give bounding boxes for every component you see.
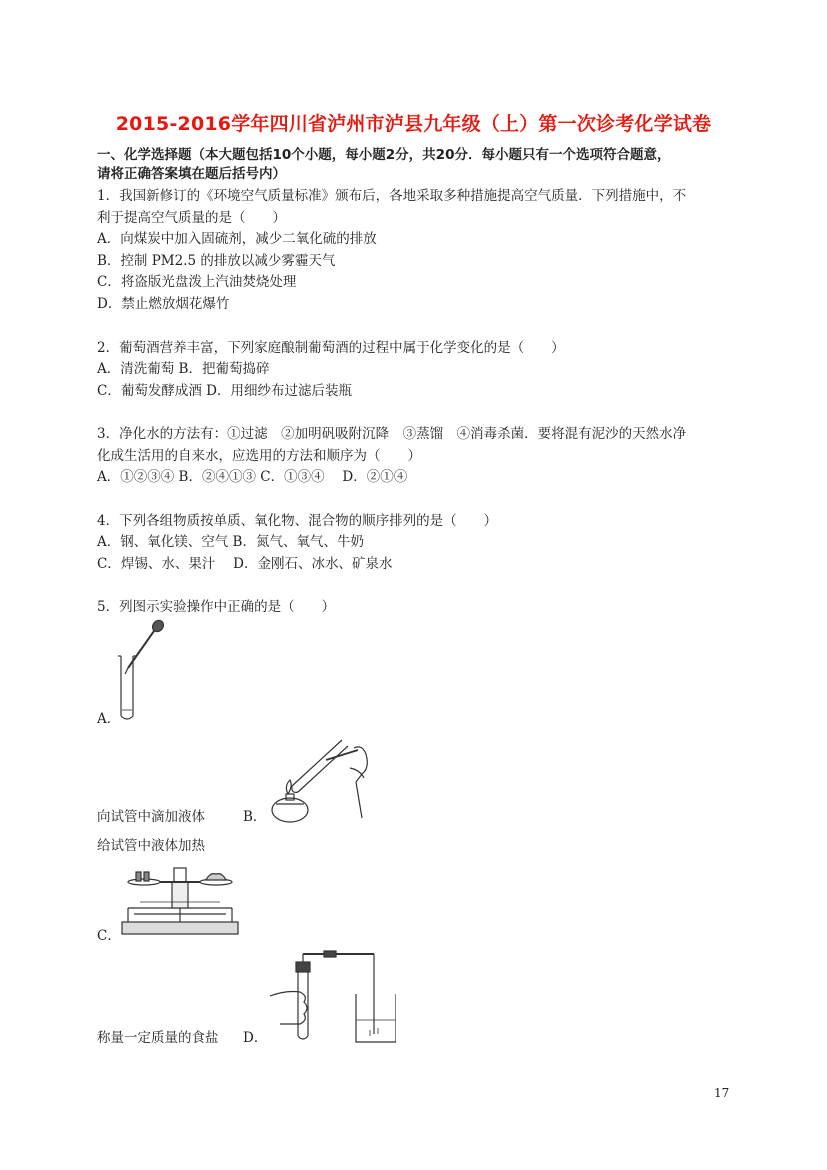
airtightness-check-figure [266,950,396,1046]
balance-scale-figure [120,862,242,938]
page-number: 17 [714,1086,730,1100]
q4-options-ab: A．钢、氧化镁、空气 B．氮气、氧气、牛奶 [97,534,364,550]
q2-options-cd: C．葡萄发酵成酒 D．用细纱布过滤后装瓶 [97,383,352,399]
q5-option-a-caption: 向试管中滴加液体 [97,809,205,825]
q5-option-c-label: C． [97,928,121,944]
q5-stem: 5．列图示实验操作中正确的是（ ） [97,599,336,615]
heating-test-tube-figure [262,738,377,830]
q1-stem-line2: 利于提高空气质量的是（ ） [97,210,286,226]
q4-stem: 4．下列各组物质按单质、氧化物、混合物的顺序排列的是（ ） [97,513,498,529]
q5-option-c-caption: 称量一定质量的食盐 [97,1030,219,1046]
dropper-test-tube-figure [108,618,168,724]
q3-options: A．①②③④ B．②④①③ C．①③④ D．②①④ [97,469,408,485]
q4-options-cd: C．焊锡、水、果汁 D．金刚石、冰水、矿泉水 [97,556,393,572]
section-heading-line2: 请将正确答案填在题后括号内） [97,166,286,182]
q3-stem-line1: 3．净化水的方法有：①过滤 ②加明矾吸附沉降 ③蒸馏 ④消毒杀菌．要将混有泥沙的天然水净 [97,426,687,442]
q1-option-d: D．禁止燃放烟花爆竹 [97,296,230,312]
q3-stem-line2: 化成生活用的自来水，应选用的方法和顺序为（ ） [97,448,421,464]
q5-option-b-label: B． [243,809,267,825]
q2-stem: 2．葡萄酒营养丰富，下列家庭酿制葡萄酒的过程中属于化学变化的是（ ） [97,340,565,356]
section-heading-line1: 一、化学选择题（本大题包括10个小题，每小题2分，共20分．每小题只有一个选项符合题意， [97,147,671,163]
q1-stem-line1: 1．我国新修订的《环境空气质量标准》颁布后，各地采取多种措施提高空气质量．下列措施中，不 [97,188,687,204]
q1-option-c: C．将盗版光盘泼上汽油焚烧处理 [97,274,297,290]
exam-title: 2015-2016学年四川省泸州市泸县九年级（上）第一次诊考化学试卷 [115,113,712,135]
q2-options-ab: A．清洗葡萄 B．把葡萄捣碎 [97,361,270,377]
q5-option-a-label: A． [97,711,121,727]
q1-option-b: B．控制 PM2.5 的排放以减少雾霾天气 [97,253,336,269]
q1-option-a: A．向煤炭中加入固硫剂，减少二氧化硫的排放 [97,231,377,247]
q5-option-d-label: D． [243,1030,268,1046]
q5-option-b-caption: 给试管中液体加热 [97,838,205,854]
